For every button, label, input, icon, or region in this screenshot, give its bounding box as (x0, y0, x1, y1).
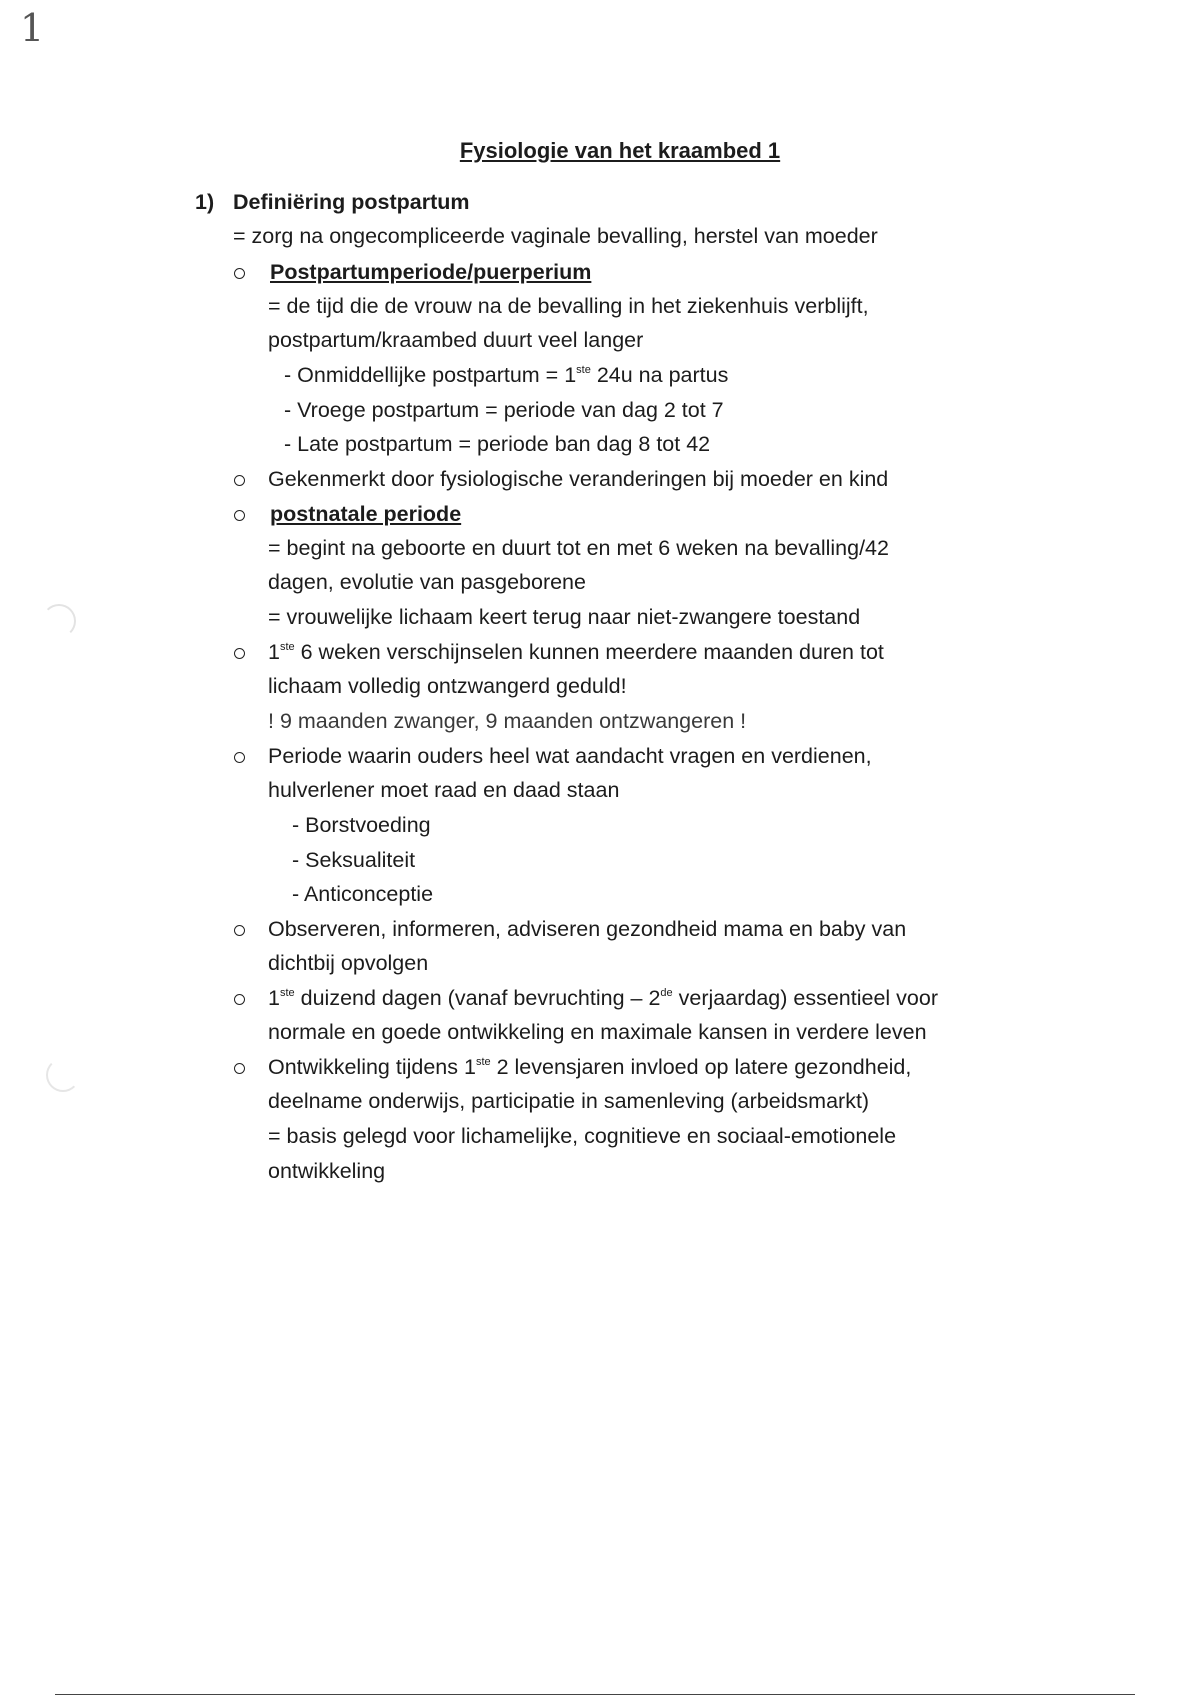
punch-hole-mark (46, 1058, 80, 1092)
bullet-text: lichaam volledig ontzwangerd geduld! (268, 674, 627, 698)
bullet-heading: Postpartumperiode/puerperium (270, 260, 592, 284)
bullet-text: Observeren, informeren, adviseren gezondheid mama en baby van (268, 917, 907, 941)
bullet-text-part: duizend dagen (vanaf bevruchting – 2 (294, 986, 661, 1010)
section-heading: Definiëring postpartum (233, 190, 470, 214)
superscript: ste (576, 364, 591, 376)
bullet-text (268, 642, 884, 664)
bullet-text-part: verjaardag) essentieel voor (672, 986, 938, 1010)
bullet-text-part: 2 levensjaren invloed op latere gezondheid, (490, 1055, 912, 1079)
section-number: 1) (195, 190, 215, 214)
bullet-text: dichtbij opvolgen (268, 951, 429, 975)
circle-bullet-icon (234, 510, 245, 521)
sub-item-text: - Onmiddellijke postpartum = 1 (284, 363, 577, 387)
bullet-text-part: 1 (268, 986, 280, 1010)
sub-list-item: - Late postpartum = periode ban dag 8 tot 42 (284, 432, 711, 456)
bullet-note: ! 9 maanden zwanger, 9 maanden ontzwangeren ! (268, 709, 747, 733)
circle-bullet-icon (234, 925, 245, 936)
superscript: ste (475, 1056, 491, 1068)
sub-list-item: - Anticonceptie (292, 882, 434, 906)
circle-bullet-icon (234, 994, 245, 1005)
bullet-text-part: 1 (268, 640, 280, 664)
section-definition: = zorg na ongecompliceerde vaginale bevalling, herstel van moeder (233, 224, 878, 248)
bottom-edge-line (55, 1694, 1135, 1695)
sub-list-item: - Vroege postpartum = periode van dag 2 tot 7 (284, 398, 724, 422)
bullet-text (268, 988, 938, 1010)
sub-item-text: 24u na partus (590, 363, 729, 387)
superscript: ste (279, 641, 295, 653)
circle-bullet-icon (234, 1063, 245, 1074)
bullet-text: dagen, evolutie van pasgeborene (268, 570, 586, 594)
bullet-text: = de tijd die de vrouw na de bevalling in het ziekenhuis verblijft, (268, 294, 869, 318)
bullet-text: = vrouwelijke lichaam keert terug naar niet-zwangere toestand (268, 605, 861, 629)
bullet-text: normale en goede ontwikkeling en maximale kansen in verdere leven (268, 1020, 927, 1044)
bullet-text: postpartum/kraambed duurt veel langer (268, 328, 644, 352)
superscript: ste (279, 987, 295, 999)
bullet-text: = begint na geboorte en duurt tot en met 6 weken na bevalling/42 (268, 536, 889, 560)
bullet-text: Gekenmerkt door fysiologische veranderingen bij moeder en kind (268, 467, 889, 491)
circle-bullet-icon (234, 648, 245, 659)
bullet-text: deelname onderwijs, participatie in samenleving (arbeidsmarkt) (268, 1089, 870, 1113)
bullet-text: = basis gelegd voor lichamelijke, cognitieve en sociaal-emotionele (268, 1124, 897, 1148)
bullet-text: ontwikkeling (268, 1159, 386, 1183)
bullet-text (268, 1057, 911, 1079)
circle-bullet-icon (234, 752, 245, 763)
sub-list-item: - Borstvoeding (292, 813, 431, 837)
bullet-text-part: 6 weken verschijnselen kunnen meerdere maanden duren tot (294, 640, 884, 664)
superscript: de (660, 987, 673, 999)
sub-list-item: - Seksualiteit (292, 848, 416, 872)
bullet-text: Periode waarin ouders heel wat aandacht vragen en verdienen, (268, 744, 872, 768)
punch-hole-mark (42, 604, 76, 638)
circle-bullet-icon (234, 268, 245, 279)
bullet-heading: postnatale periode (270, 502, 462, 526)
handwritten-page-number: 1 (20, 6, 45, 50)
page-title: Fysiologie van het kraambed 1 (459, 138, 781, 163)
sub-list-item (284, 365, 728, 387)
bullet-text-part: Ontwikkeling tijdens 1 (268, 1055, 476, 1079)
circle-bullet-icon (234, 475, 245, 486)
bullet-text: hulverlener moet raad en daad staan (268, 778, 620, 802)
